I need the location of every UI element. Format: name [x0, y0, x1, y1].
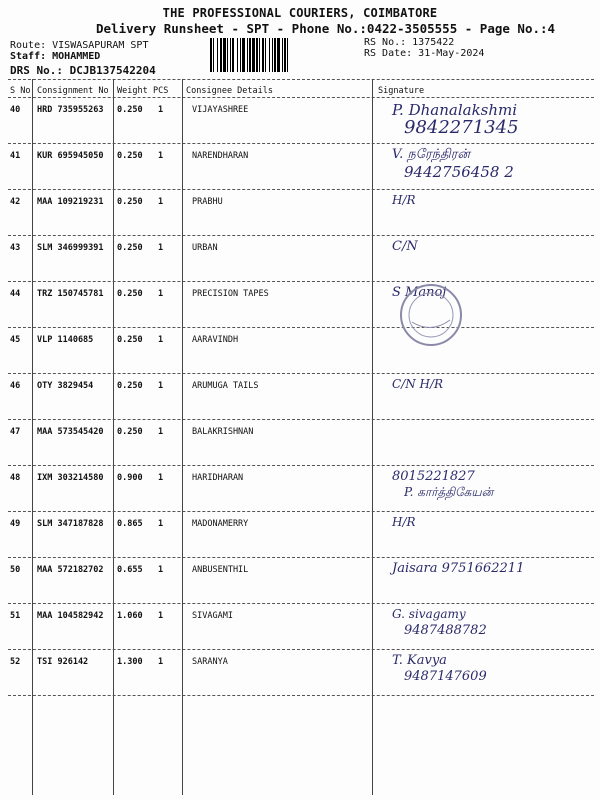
handwritten-signature: V. நரேந்திரன்	[392, 147, 470, 162]
row-pcs: 1	[158, 151, 164, 161]
row-consignee: AARAVINDH	[192, 335, 239, 345]
row-pcs: 1	[158, 289, 164, 299]
header-top-rule	[8, 79, 594, 80]
row-consignee: ANBUSENTHIL	[192, 565, 249, 575]
header-bottom-rule	[8, 97, 594, 98]
row-consignment-no: IXM 303214580	[37, 473, 104, 483]
row-consignee: PRABHU	[192, 197, 223, 207]
company-seal-stamp	[398, 282, 464, 348]
row-weight: 0.250	[117, 243, 143, 253]
row-consignee: ARUMUGA TAILS	[192, 381, 259, 391]
handwritten-signature: C/N	[392, 239, 418, 254]
row-separator	[8, 695, 594, 696]
row-sno: 52	[10, 657, 21, 667]
handwritten-signature: T. Kavya	[392, 653, 447, 668]
column-divider	[32, 79, 33, 795]
row-consignee: SIVAGAMI	[192, 611, 233, 621]
row-separator	[8, 373, 594, 374]
handwritten-signature: S Manoj	[392, 285, 447, 300]
row-sno: 45	[10, 335, 21, 345]
runsheet-title: Delivery Runsheet - SPT - Phone No.:0422-3505555 - Page No.:4	[96, 21, 556, 36]
column-divider	[113, 79, 114, 795]
row-weight: 0.250	[117, 151, 143, 161]
row-consignment-no: MAA 572182702	[37, 565, 104, 575]
row-pcs: 1	[158, 611, 164, 621]
row-pcs: 1	[158, 657, 164, 667]
route-label: Route: VISWASAPURAM SPT	[10, 40, 149, 51]
handwritten-signature: 9487488782	[404, 623, 487, 638]
row-sno: 42	[10, 197, 21, 207]
row-consignee: SARANYA	[192, 657, 228, 667]
row-consignment-no: TSI 926142	[37, 657, 89, 667]
row-consignment-no: HRD 735955263	[37, 105, 104, 115]
col-header-pcs: PCS	[153, 86, 169, 96]
row-weight: 0.250	[117, 335, 143, 345]
handwritten-signature: 9487147609	[404, 669, 487, 684]
row-consignment-no: MAA 104582942	[37, 611, 104, 621]
row-separator	[8, 649, 594, 650]
rs-date: RS Date: 31-May-2024	[364, 48, 485, 59]
rs-number: RS No.: 1375422	[364, 37, 455, 48]
row-sno: 47	[10, 427, 21, 437]
row-pcs: 1	[158, 565, 164, 575]
staff-label: Staff: MOHAMMED	[10, 51, 101, 62]
row-consignment-no: KUR 695945050	[37, 151, 104, 161]
row-separator	[8, 465, 594, 466]
row-weight: 0.250	[117, 105, 143, 115]
row-sno: 40	[10, 105, 21, 115]
row-consignee: MADONAMERRY	[192, 519, 249, 529]
row-sno: 43	[10, 243, 21, 253]
row-separator	[8, 557, 594, 558]
handwritten-signature: 9442756458 2	[404, 163, 514, 181]
row-separator	[8, 143, 594, 144]
row-consignee: NARENDHARAN	[192, 151, 249, 161]
row-sno: 51	[10, 611, 21, 621]
row-weight: 0.865	[117, 519, 143, 529]
row-consignment-no: SLM 346999391	[37, 243, 104, 253]
row-separator	[8, 511, 594, 512]
row-consignee: PRECISION TAPES	[192, 289, 269, 299]
handwritten-signature: P. Dhanalakshmi	[392, 101, 518, 119]
col-header-consignment: Consignment No	[37, 86, 109, 96]
row-sno: 44	[10, 289, 21, 299]
row-weight: 0.900	[117, 473, 143, 483]
col-header-weight: Weight	[117, 86, 148, 96]
row-consignee: BALAKRISHNAN	[192, 427, 254, 437]
row-pcs: 1	[158, 427, 164, 437]
col-header-consignee: Consignee Details	[186, 86, 273, 96]
col-header-signature: Signature	[378, 86, 425, 96]
row-consignment-no: SLM 347187828	[37, 519, 104, 529]
row-pcs: 1	[158, 105, 164, 115]
row-pcs: 1	[158, 243, 164, 253]
row-weight: 0.250	[117, 427, 143, 437]
row-consignee: HARIDHARAN	[192, 473, 244, 483]
row-consignment-no: MAA 573545420	[37, 427, 104, 437]
row-sno: 48	[10, 473, 21, 483]
row-consignment-no: MAA 109219231	[37, 197, 104, 207]
handwritten-signature: C/N H/R	[392, 377, 444, 391]
row-sno: 49	[10, 519, 21, 529]
row-consignment-no: TRZ 150745781	[37, 289, 104, 299]
row-separator	[8, 235, 594, 236]
handwritten-signature: H/R	[392, 193, 416, 207]
row-consignment-no: OTY 3829454	[37, 381, 94, 391]
row-weight: 1.060	[117, 611, 143, 621]
row-consignment-no: VLP 1140685	[37, 335, 94, 345]
row-consignee: URBAN	[192, 243, 218, 253]
row-sno: 50	[10, 565, 21, 575]
row-pcs: 1	[158, 519, 164, 529]
handwritten-signature: P. கார்த்திகேயன்	[404, 485, 494, 499]
row-separator	[8, 327, 594, 328]
handwritten-signature: Jaisara 9751662211	[392, 561, 525, 576]
row-pcs: 1	[158, 381, 164, 391]
handwritten-signature: 8015221827	[392, 469, 475, 484]
row-weight: 0.250	[117, 197, 143, 207]
company-title: THE PROFESSIONAL COURIERS, COIMBATORE	[162, 6, 438, 20]
row-weight: 0.250	[117, 289, 143, 299]
row-separator	[8, 281, 594, 282]
row-weight: 0.250	[117, 381, 143, 391]
row-pcs: 1	[158, 335, 164, 345]
row-pcs: 1	[158, 197, 164, 207]
handwritten-signature: H/R	[392, 515, 416, 529]
handwritten-signature: 9842271345	[404, 117, 519, 138]
col-header-sno: S No	[10, 86, 31, 96]
row-pcs: 1	[158, 473, 164, 483]
row-separator	[8, 189, 594, 190]
barcode-graphic	[210, 38, 360, 72]
column-divider	[182, 79, 183, 795]
row-sno: 46	[10, 381, 21, 391]
row-consignee: VIJAYASHREE	[192, 105, 249, 115]
handwritten-signature: G. sivagamy	[392, 607, 466, 621]
row-weight: 0.655	[117, 565, 143, 575]
column-divider	[372, 79, 373, 795]
row-sno: 41	[10, 151, 21, 161]
row-separator	[8, 419, 594, 420]
row-separator	[8, 603, 594, 604]
drs-number: DRS No.: DCJB137542204	[10, 64, 156, 77]
row-weight: 1.300	[117, 657, 143, 667]
